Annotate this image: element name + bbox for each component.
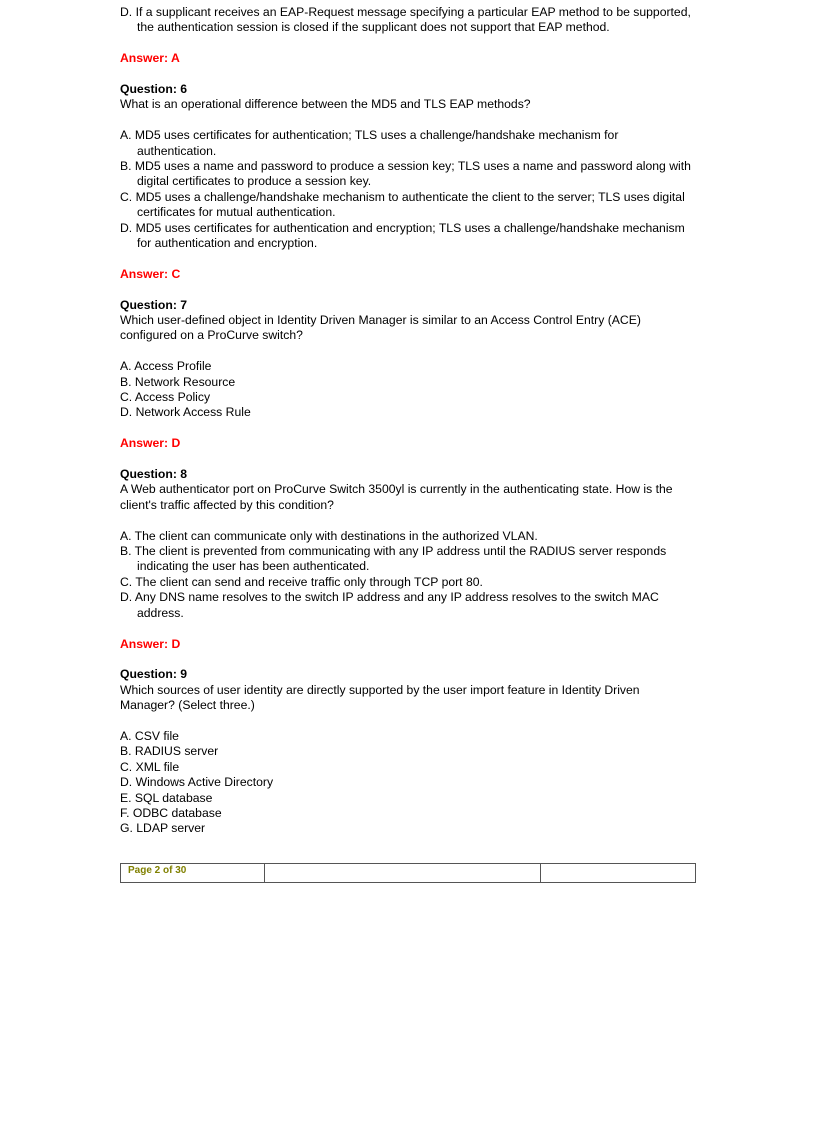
option-a: A. The client can communicate only with destinations in the authorized VLAN.	[120, 528, 538, 543]
option-c: C. MD5 uses a challenge/handshake mechanism to authenticate the client to the server; TLS uses digital certificates for mutual authentication.	[120, 189, 685, 220]
option-a: A. CSV file	[120, 728, 179, 743]
option-d: D. Network Access Rule	[120, 405, 251, 420]
prev-answer: Answer: A	[120, 51, 180, 66]
footer-cell-page	[121, 864, 265, 882]
question-text: What is an operational difference between the MD5 and TLS EAP methods?	[120, 97, 531, 112]
question-title: Question: 6	[120, 82, 188, 96]
answer: Answer: C	[120, 266, 181, 281]
question-block-8	[120, 467, 690, 652]
option-b: B. RADIUS server	[120, 744, 219, 759]
question-block-6	[120, 82, 690, 282]
option-a: A. MD5 uses certificates for authentication; TLS uses a challenge/handshake mechanism for authentication.	[120, 128, 619, 158]
option-g: G. LDAP server	[120, 821, 206, 836]
question-text: A Web authenticator port on ProCurve Switch 3500yl is currently in the authenticating state. How is the client's traffic affected by this condition?	[120, 482, 673, 512]
answer: Answer: D	[120, 636, 181, 651]
option-c: C. XML file	[120, 759, 180, 774]
question-block-9	[120, 667, 690, 836]
footer-cell-right	[541, 864, 695, 882]
option-d: D. Any DNS name resolves to the switch IP address and any IP address resolves to the switch MAC address.	[120, 590, 659, 620]
question-text: Which sources of user identity are directly supported by the user import feature in Identity Driven Manager? (Select three.)	[120, 682, 640, 713]
prev-option-d: D. If a supplicant receives an EAP-Request message specifying a particular EAP method to be supported, the authentication session is closed if the supplicant does not support that EAP method.	[120, 5, 691, 35]
option-d: D. Windows Active Directory	[120, 775, 274, 790]
option-c: C. The client can send and receive traffic only through TCP port 80.	[120, 574, 483, 589]
page-number-label: Page 2 of 30	[128, 865, 187, 876]
question-block-7	[120, 298, 690, 452]
option-b: B. Network Resource	[120, 374, 236, 389]
question-title: Question: 9	[120, 667, 188, 682]
footer-cell-middle	[265, 864, 541, 882]
page-footer	[120, 863, 696, 883]
option-d: D. MD5 uses certificates for authentication and encryption; TLS uses a challenge/handshake mechanism for authentication and encryption.	[120, 220, 685, 251]
answer: Answer: D	[120, 436, 181, 451]
option-e: E. SQL database	[120, 790, 213, 805]
option-b: B. MD5 uses a name and password to produce a session key; TLS uses a name and password along with digital certificates to produce a session key.	[120, 159, 691, 189]
question-text: Which user-defined object in Identity Driven Manager is similar to an Access Control Entry (ACE) configured on a ProCurve switch?	[120, 313, 641, 343]
document-body	[120, 5, 690, 837]
question-title: Question: 7	[120, 297, 188, 312]
option-a: A. Access Profile	[120, 359, 212, 374]
option-b: B. The client is prevented from communicating with any IP address until the RADIUS server responds indicating the user has been authenticated.	[120, 544, 667, 574]
option-f: F. ODBC database	[120, 805, 222, 820]
option-c: C. Access Policy	[120, 390, 211, 405]
question-title: Question: 8	[120, 467, 188, 482]
